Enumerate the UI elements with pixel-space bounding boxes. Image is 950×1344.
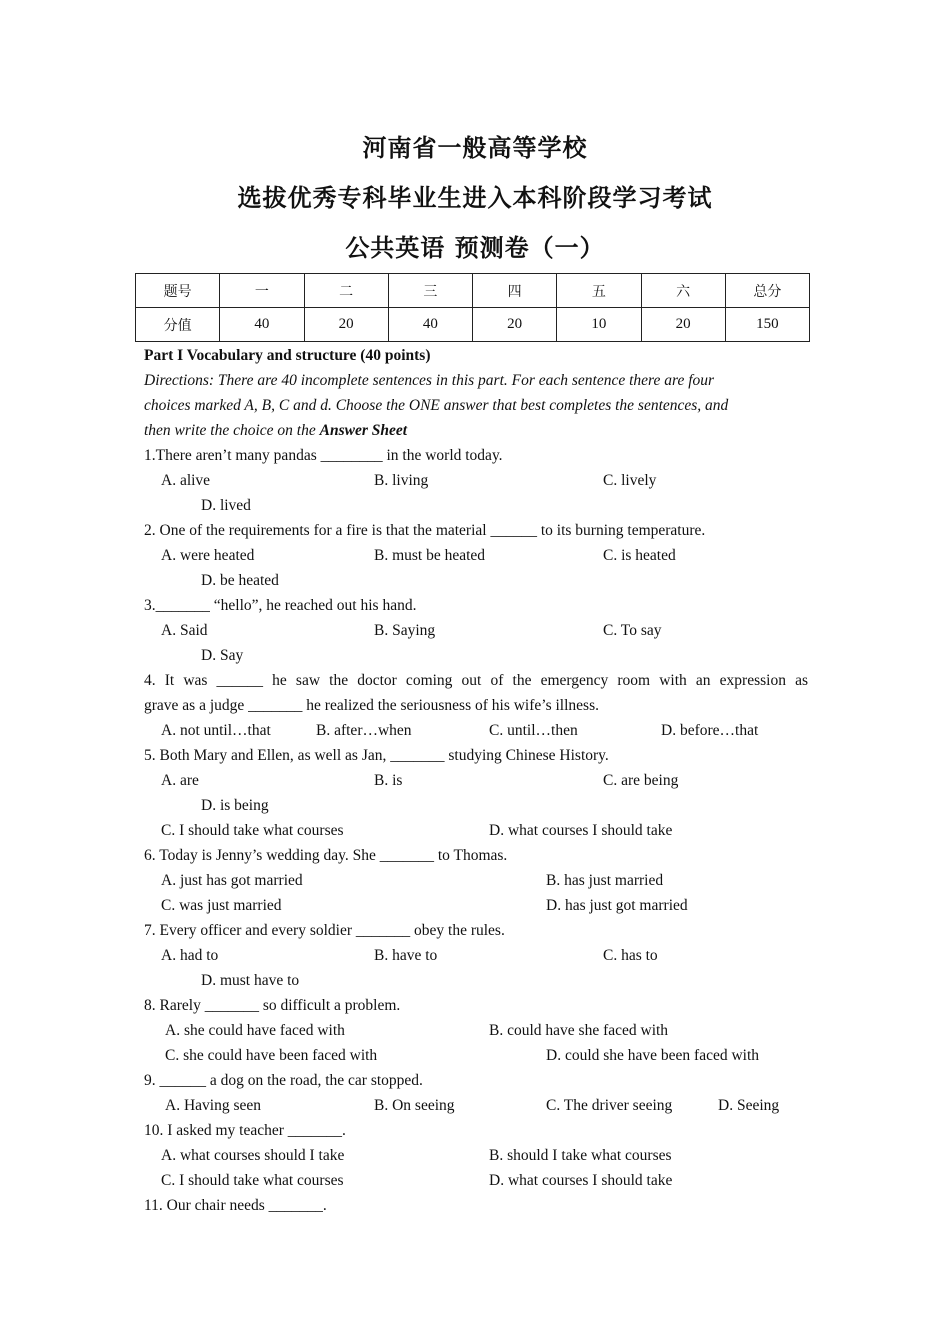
directions-text: then write the choice on the: [144, 422, 320, 439]
option: D. is being: [201, 797, 269, 814]
option: A. just has got married: [161, 872, 303, 889]
option-row: [144, 768, 808, 793]
question-stem: 9. ______ a dog on the road, the car stopped.: [144, 1072, 423, 1089]
score-cell: 40: [220, 308, 304, 342]
question-stem: 10. I asked my teacher _______.: [144, 1122, 346, 1139]
question-stem: 2. One of the requirements for a fire is that the material ______ to its burning temperature.: [144, 522, 706, 539]
directions-line: [144, 418, 808, 443]
option-row: [144, 493, 808, 518]
option: A. had to: [161, 947, 219, 964]
option: C. has to: [603, 947, 658, 964]
option-row: [144, 643, 808, 668]
question-stem: 8. Rarely _______ so difficult a problem.: [144, 997, 401, 1014]
option-row: [144, 1143, 808, 1168]
score-cell: 六: [641, 274, 725, 308]
option: B. Saying: [374, 622, 436, 639]
option: D. before…that: [661, 722, 759, 739]
option-row: [144, 1043, 808, 1068]
option-row: [144, 793, 808, 818]
option: C. I should take what courses: [161, 822, 344, 839]
option-row: [144, 968, 808, 993]
option: C. I should take what courses: [161, 1172, 344, 1189]
directions-line: Directions: There are 40 incomplete sentences in this part. For each sentence there are four: [144, 372, 715, 389]
option-row: [144, 868, 808, 893]
score-cell: 四: [473, 274, 557, 308]
question-stem: 6. Today is Jenny’s wedding day. She _______ to Thomas.: [144, 847, 508, 864]
option: B. living: [374, 472, 429, 489]
option-row: [144, 618, 808, 643]
option: B. after…when: [316, 722, 412, 739]
score-cell: 分值: [136, 308, 220, 342]
exam-title-purpose: 选拔优秀专科毕业生进入本科阶段学习考试: [237, 184, 713, 212]
option: C. are being: [603, 772, 679, 789]
option: D. Seeing: [718, 1097, 780, 1114]
option: B. could have she faced with: [489, 1022, 669, 1039]
option: A. are: [161, 772, 199, 789]
option: C. is heated: [603, 547, 676, 564]
option: A. what courses should I take: [161, 1147, 345, 1164]
option: C. The driver seeing: [546, 1097, 673, 1114]
score-cell: 总分: [725, 274, 809, 308]
score-table-row-question-number: [136, 274, 810, 308]
option-row: [144, 568, 808, 593]
score-cell: 150: [725, 308, 809, 342]
score-cell: 20: [473, 308, 557, 342]
option: D. what courses I should take: [489, 1172, 673, 1189]
option-row: [144, 893, 808, 918]
score-cell: 一: [220, 274, 304, 308]
option: A. were heated: [161, 547, 255, 564]
directions-line: choices marked A, B, C and d. Choose the ONE answer that best completes the sentences, and: [144, 397, 729, 414]
option: C. lively: [603, 472, 657, 489]
option-row: [144, 1168, 808, 1193]
exam-content: [144, 343, 808, 1218]
option-row: [144, 943, 808, 968]
option: A. Having seen: [165, 1097, 261, 1114]
option-row: [144, 468, 808, 493]
option: D. be heated: [201, 572, 279, 589]
option-row: [144, 1093, 808, 1118]
option: C. she could have been faced with: [165, 1047, 378, 1064]
score-cell: 20: [641, 308, 725, 342]
option-row: [144, 543, 808, 568]
question-stem: 5. Both Mary and Ellen, as well as Jan, _______ studying Chinese History.: [144, 747, 609, 764]
part-heading: Part I Vocabulary and structure (40 points): [144, 347, 431, 364]
question-stem: 1.There aren’t many pandas ________ in the world today.: [144, 447, 503, 464]
option: C. until…then: [489, 722, 578, 739]
score-cell: 二: [304, 274, 388, 308]
question-stem: 7. Every officer and every soldier _______ obey the rules.: [144, 922, 505, 939]
question-stem: grave as a judge _______ he realized the seriousness of his wife’s illness.: [144, 697, 599, 714]
option-row: [144, 818, 808, 843]
question-stem: 3._______ “hello”, he reached out his hand.: [144, 597, 417, 614]
option: A. she could have faced with: [165, 1022, 345, 1039]
option: D. what courses I should take: [489, 822, 673, 839]
option: B. is: [374, 772, 403, 789]
option: D. has just got married: [546, 897, 688, 914]
option: B. should I take what courses: [489, 1147, 672, 1164]
question-stem: 11. Our chair needs _______.: [144, 1197, 327, 1214]
score-table: [135, 273, 810, 342]
question-stem: 4. It was ______ he saw the doctor coming out of the emergency room with an expression as: [144, 672, 808, 689]
answer-sheet-label: Answer Sheet: [319, 422, 408, 439]
exam-title-paper: 公共英语 预测卷（一）: [345, 234, 605, 262]
option-row: [144, 1018, 808, 1043]
option: B. have to: [374, 947, 438, 964]
option: D. lived: [201, 497, 251, 514]
score-cell: 三: [388, 274, 472, 308]
score-cell: 题号: [136, 274, 220, 308]
option: A. alive: [161, 472, 211, 489]
option: D. must have to: [201, 972, 300, 989]
option: D. could she have been faced with: [546, 1047, 760, 1064]
option: B. On seeing: [374, 1097, 455, 1114]
exam-title-province: 河南省一般高等学校: [362, 134, 588, 162]
option: A. Said: [161, 622, 208, 639]
option: C. To say: [603, 622, 662, 639]
score-table-row-points: [136, 308, 810, 342]
option: C. was just married: [161, 897, 282, 914]
score-cell: 五: [557, 274, 641, 308]
score-cell: 20: [304, 308, 388, 342]
option: B. must be heated: [374, 547, 486, 564]
score-cell: 10: [557, 308, 641, 342]
option: D. Say: [201, 647, 244, 664]
option: A. not until…that: [161, 722, 271, 739]
option-row: [144, 718, 808, 743]
score-cell: 40: [388, 308, 472, 342]
option: B. has just married: [546, 872, 664, 889]
